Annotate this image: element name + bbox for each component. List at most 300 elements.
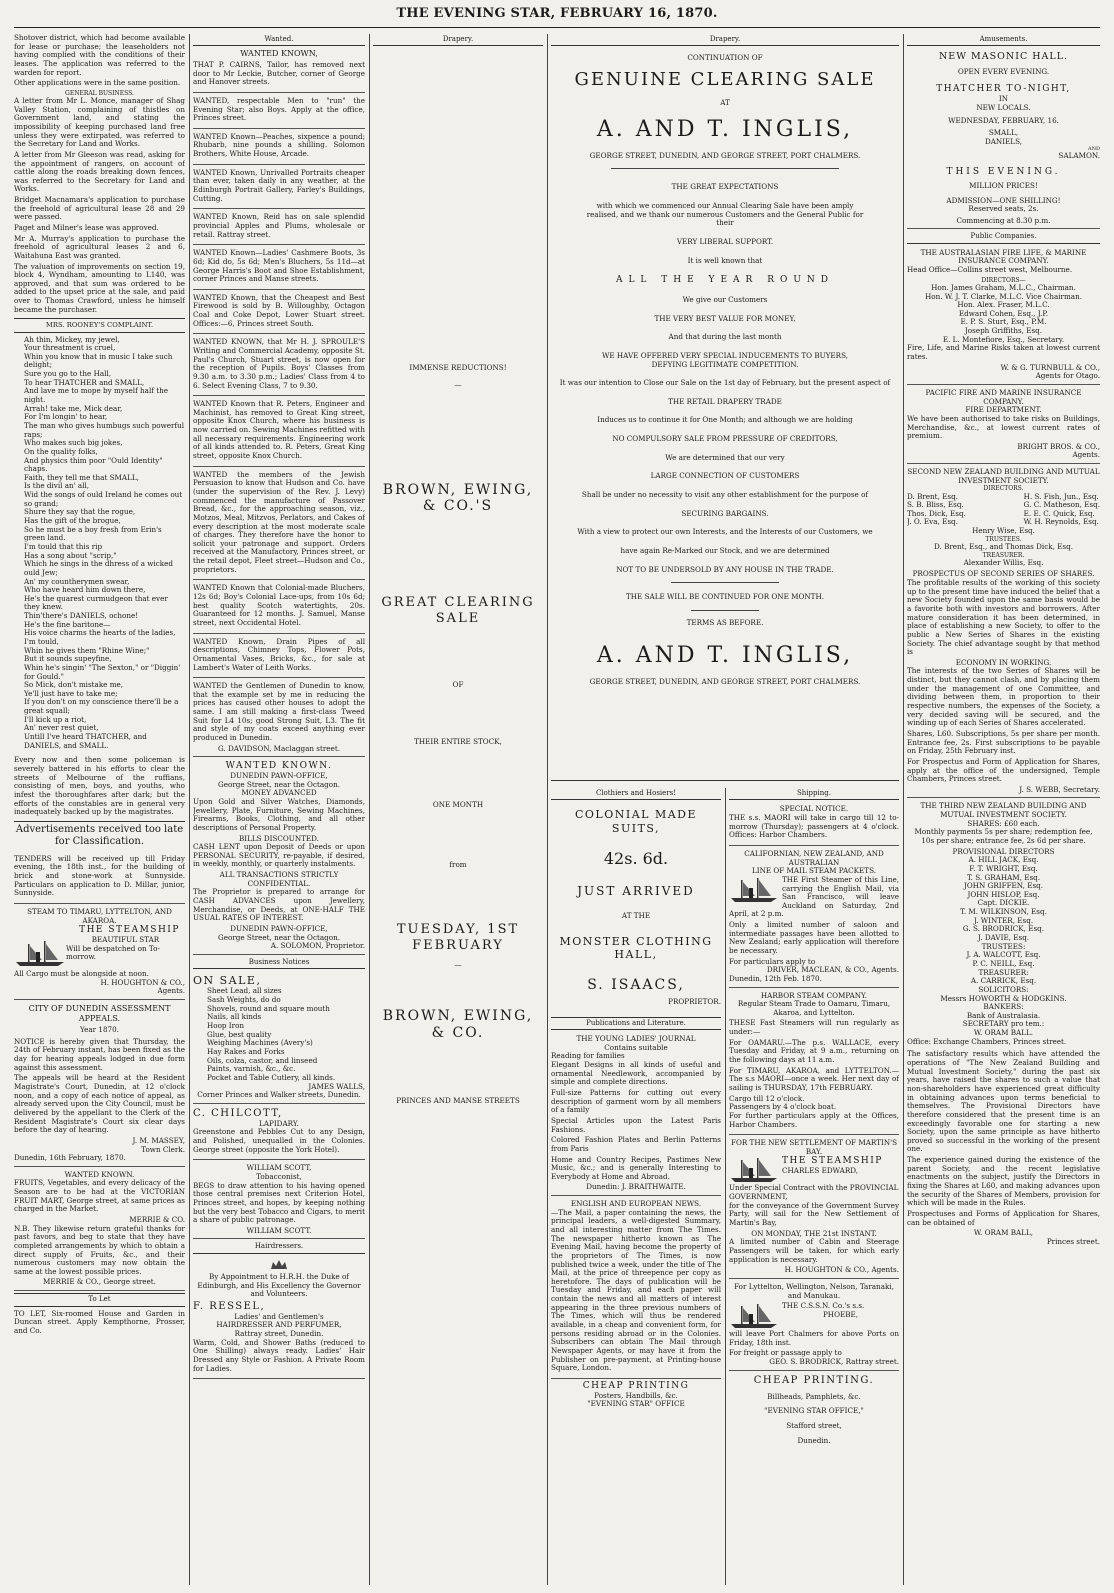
column-shipping xyxy=(729,788,899,1585)
ad-heading: THIS EVENING. xyxy=(946,167,1061,178)
ad-heading: THE VERY BEST VALUE FOR MONEY, xyxy=(654,313,796,323)
ad-title: STEAM TO TIMARU, LYTTELTON, AND AKAROA. xyxy=(27,907,172,925)
ad-text: WANTED, respectable Men to "run" the Evening Star; also Boys. Apply at the office, Princes street. xyxy=(193,95,365,123)
director-name: E. E. C. Quick, Esq. xyxy=(1023,508,1095,518)
ad-text: Monthly payments 5s per share; redemption fee, 10s per share; entrance fee, 2s 6d per share. xyxy=(914,827,1093,845)
divider xyxy=(691,610,759,611)
ad-heading: SHARES: £60 each. xyxy=(967,818,1040,828)
ad-title: WANTED KNOWN. xyxy=(64,1169,135,1179)
ad-text: We give our Customers xyxy=(682,294,768,304)
director-name: T. M. WILKINSON, Esq. xyxy=(960,907,1047,917)
divider xyxy=(671,582,779,583)
ad-text: And that during the last month xyxy=(668,332,782,342)
sale-item: Nails, all kinds xyxy=(207,1012,262,1022)
ad-text: Shares, L60. Subscriptions, 5s per share per month. Entrance fee, 2s. First subscriptions to be payable on Friday, 25th February inst. xyxy=(907,728,1100,756)
signatory: G. DAVIDSON, Maclaggan street. xyxy=(217,743,340,753)
ad-title: BROWN, EWING, & CO.'S xyxy=(382,481,534,515)
ad-phoebe xyxy=(729,1281,899,1371)
signatory: W. & G. TURNBULL & CO., xyxy=(1000,362,1100,372)
ad-wanted xyxy=(193,59,365,93)
sale-item: Hoop Iron xyxy=(207,1021,245,1031)
ad-text: Contains suitable xyxy=(604,1042,668,1052)
ad-text: Passengers by 4 o'clock boat. xyxy=(729,1102,837,1112)
ad-text: FRUITS, Vegetables, and every delicacy of the Season are to be had at the VICTORIAN FRUIT MART, George street, at same prices as charged in the Market. xyxy=(14,1178,185,1214)
sale-item: Glue, best quality xyxy=(207,1029,272,1039)
ad-third-building-society xyxy=(907,800,1100,1249)
agent-name: H. HOUGHTON & CO., xyxy=(100,977,185,987)
ad-heading: SECRETARY pro tem.: xyxy=(962,1019,1045,1029)
ad-title: A. AND T. INGLIS, xyxy=(596,643,854,669)
ad-text: Posters, Handbills, &c. xyxy=(594,1390,678,1400)
ad-text: Upon Gold and Silver Watches, Diamonds, Jewellery, Plate, Furniture, Sewing Machines, Firearms, Books, Clothing, and all other descriptions of Personal Property. xyxy=(193,796,365,832)
ad-masonic-hall xyxy=(907,49,1100,229)
ad-text: By Appointment to H.R.H. the Duke of Edinburgh, and His Excellency the Governor and Volunteers. xyxy=(197,1271,361,1299)
ad-heading: ONE MONTH xyxy=(432,799,484,809)
column-rule xyxy=(547,34,548,1585)
ad-title: WANTED KNOWN, xyxy=(240,49,318,59)
ad-title: PACIFIC FIRE AND MARINE INSURANCE COMPANY. xyxy=(925,387,1082,406)
poem-line: Arrah! take me, Mick dear, xyxy=(24,403,123,413)
director-name: JOHN HISLOP, Esq. xyxy=(967,889,1040,899)
ad-heading: DUNEDIN PAWN-OFFICE, xyxy=(230,923,328,933)
poem-line: Thin'there's DANIELS, ochone! xyxy=(24,611,139,621)
ad-year: Year 1870. xyxy=(80,1025,119,1035)
ad-title: BROWN, EWING, & CO. xyxy=(382,1007,534,1041)
steamship-icon xyxy=(729,876,779,904)
ship-name: PHOEBE, xyxy=(822,1309,859,1319)
ad-text: For Prospectus and Form of Application for Shares, apply at the office of the undersigned, Temple Chambers, Princes street. xyxy=(907,756,1100,784)
ad-text: For further particulars apply at the Offices, Harbor Chambers. xyxy=(729,1110,899,1129)
sale-item: Hay Rakes and Forks xyxy=(207,1046,285,1056)
ad-address: George Street, near the Octagon. xyxy=(218,779,340,789)
ad-heading: TRUSTEES. xyxy=(985,535,1022,543)
ad-title: CHEAP PRINTING xyxy=(582,1380,690,1391)
ad-date: Dunedin, 16th February, 1870. xyxy=(14,1153,126,1163)
ad-heading: ON MONDAY, THE 21st INSTANT. xyxy=(751,1228,877,1238)
ad-text: Full-size Patterns for cutting out every description of garment worn by all members of a family xyxy=(551,1088,721,1115)
ad-young-ladies-journal xyxy=(551,1033,721,1196)
ad-text: Commencing at 8.30 p.m. xyxy=(956,215,1051,225)
poem-line: Who have heard him down there, xyxy=(24,585,146,595)
ad-heading: ECONOMY IN WORKING. xyxy=(955,657,1052,667)
ad-text: The interests of the two Series of Shares will be distinct, but they cannot clash, and by placing them under the management of one Committee, and dividing between them, in proportion to their respective numbers, the expenses of the Society, a very decided saving will be secured, and the winding up of each Series of Shares accelerated. xyxy=(907,666,1100,728)
ad-heading: BILLS DISCOUNTED. xyxy=(239,833,319,843)
ad-text: will leave Port Chalmers for above Ports on Friday, 18th inst. xyxy=(729,1329,899,1347)
column-wanted xyxy=(193,34,365,1585)
column-rule xyxy=(189,34,190,1585)
poem-line: Faith, they tell me that SMALL, xyxy=(24,472,139,482)
ad-title: THE AUSTRALASIAN FIRE LIFE, & MARINE INSURANCE COMPANY. xyxy=(920,247,1087,266)
director-name: Henry Wise, Esq. xyxy=(972,526,1035,536)
ad-address: Office: Exchange Chambers, Princes street. xyxy=(907,1036,1067,1046)
ad-text: We have been authorised to take risks on Buildings, Merchandise, &c., at lowest current rates of premium. xyxy=(907,413,1100,441)
signatory-title: Agents. xyxy=(1072,450,1100,460)
ad-text: For OAMARU.—The p.s. WALLACE, every Tuesday and Friday, at 9 a.m., returning on the following days at 11 a.m. xyxy=(729,1037,899,1065)
ad-heading: TERMS AS BEFORE. xyxy=(686,617,764,627)
ad-text: Warm, Cold, and Shower Baths (reduced to One Shilling) always ready. Ladies' Hair Dressed any Style or Fashion. A Private Room for Ladies. xyxy=(193,1337,365,1373)
ad-text: Prospectuses and Forms of Application for Shares, can be obtained of xyxy=(907,1208,1100,1227)
ad-text: Shall be under no necessity to visit any other establishment for the purpose of xyxy=(581,489,869,499)
ad-heading: LAPIDARY. xyxy=(259,1118,299,1128)
poem-line: Is the divil an' all, xyxy=(24,481,90,491)
sale-item: Sheet Lead, all sizes xyxy=(207,986,282,996)
poem-title: MRS. ROONEY'S COMPLAINT. xyxy=(14,318,185,332)
director-name: Hon. W. J. T. Clarke, M.L.C. Vice Chairman. xyxy=(925,291,1082,301)
ad-heading: THE C.S.S.N. Co.'s s.s. xyxy=(782,1301,865,1311)
ad-address: GEORGE STREET, DUNEDIN, AND GEORGE STREET, PORT CHALMERS. xyxy=(589,676,861,686)
ad-heading: FIRE DEPARTMENT. xyxy=(965,405,1042,415)
trustee-name: J. A. WALCOTT, Esq. xyxy=(966,950,1041,960)
ad-address: GEORGE STREET, DUNEDIN, AND GEORGE STREET, PORT CHALMERS. xyxy=(589,150,861,160)
ad-heading: MILLION PRICES! xyxy=(969,180,1038,190)
ad-text: AND xyxy=(1088,146,1100,153)
director-name: Capt. DICKIE. xyxy=(977,898,1030,908)
ad-text: Greenstone and Pebbles Cut to any Design, and Polished, unequalled in the Colonies. George street (opposite the York Hotel). xyxy=(193,1127,365,1154)
ad-text: with which we commenced our Annual Clearing Sale have been amply realised, and we thank our numerous Customers and the General Public for their xyxy=(586,200,864,228)
news-paragraph: A letter from Mr Gleeson was read, asking for the appointment of rangers, on account of cattle along the roads breaking down fences, was referred to the Secretary for Land and Works. xyxy=(14,149,185,194)
ad-martins-bay xyxy=(729,1137,899,1279)
divider: — xyxy=(454,960,462,970)
poem-line: Who makes such big jokes, xyxy=(24,438,123,448)
section-heading: Drapery. xyxy=(551,34,899,46)
ad-wanted xyxy=(193,636,365,679)
ad-text: CASH LENT upon Deposit of Deeds or upon PERSONAL SECURITY, re-payable, if desired, in weekly, monthly, or quarterly instalments. xyxy=(193,842,365,869)
treasurer-name: Alexander Willis, Esq. xyxy=(963,557,1044,567)
ad-heading: NO COMPULSORY SALE FROM PRESSURE OF CREDITORS, xyxy=(612,434,838,444)
trustee-name: P. C. NEILL, Esq. xyxy=(972,958,1035,968)
ad-text: The appeals will be heard at the Resident Magistrate's Court, Dunedin, at 12 o'clock noon, and a copy of each notice of appeal, as already served upon the City Council, must be delivered by the appellant to the Clerk of the Resident Magistrate's Court six clear days before the day of hearing. xyxy=(14,1073,185,1135)
poem-line: And lave me to mope by myself half the night. xyxy=(24,386,168,405)
ad-text: WANTED KNOWN, that Mr H. J. SPROULE'S Writing and Commercial Academy, opposite St. Paul's Church, Stuart street, is now open for the reception of Pupils. Boys' Classes from 9.30 a.m. to 3.30 p.m.; Ladies' Class from 4 to 6. Select Evening Class, 7 to 9.30. xyxy=(193,337,365,390)
ad-text: CONTINUATION OF xyxy=(687,53,763,63)
director-name: Hon. James Graham, M.L.C., Chairman. xyxy=(931,282,1076,292)
directors-list xyxy=(907,856,1100,942)
ship-name: BEAUTIFUL STAR xyxy=(91,935,160,945)
ad-text: The Proprietor is prepared to arrange for CASH ADVANCES upon Jewellery, Merchandise, or Deeds, at ONE-HALF THE USUAL RATES OF INTEREST. xyxy=(193,887,365,923)
section-heading: Clothiers and Hosiers! xyxy=(551,788,721,800)
ad-heading: VERY LIBERAL SUPPORT. xyxy=(676,236,774,246)
ad-text: WANTED Known, Drain Pipes of all descriptions, Chimney Tops, Flower Pots, Ornamental Vases, Bricks, &c., for sale at Lambert's Water of Leith Works. xyxy=(193,636,365,672)
ad-title: CITY OF DUNEDIN ASSESSMENT APPEALS. xyxy=(28,1004,171,1023)
ad-pacific-fire xyxy=(907,387,1100,464)
divider xyxy=(551,780,899,781)
ad-heading: PRINCES AND MANSE STREETS xyxy=(396,1096,520,1106)
ad-text: Fire, Life, and Marine Risks taken at lowest current rates. xyxy=(907,343,1100,362)
ad-text: A limited number of Cabin and Steerage Passengers will be taken, for which early application is necessary. xyxy=(729,1237,899,1264)
ad-title: COLONIAL MADE SUITS, xyxy=(574,808,698,835)
ad-text: Will be despatched on To-morrow. xyxy=(66,943,160,962)
ad-title: HARBOR STEAM COMPANY. xyxy=(760,990,868,1000)
sale-item: Sash Weights, do do xyxy=(207,995,281,1005)
ad-title: SECOND NEW ZEALAND BUILDING AND MUTUAL INVESTMENT SOCIETY. xyxy=(907,467,1100,485)
ad-text: WANTED the members of the Jewish Persuasion to know that Hudson and Co. have (under the supervision of the Rev. J. Levy) commenced the manufacture of Passover Bread, &c., for the approaching season, viz., Motzos, Meal, Mitzvos, Perlators, and Cakes of every description at the most moderate scale of charges. They therefore have the honor to solicit your patronage and support. Orders received at the Manufactory, Princes street, or the retail depot, Fleet street—Hudson and Co., proprietors. xyxy=(193,469,365,574)
treasurer-name: A. CARRICK, Esq. xyxy=(970,976,1037,986)
ad-date: Dunedin, 12th Feb. 1870. xyxy=(729,973,822,983)
news-paragraph: Shotover district, which had become available for lease or purchase; the leaseholders not having complied with the conditions of their leases. The application was referred to the warden for report. xyxy=(14,34,185,77)
signatory-title: Agents for Otago. xyxy=(1035,371,1100,381)
ad-heading: SECURING BARGAINS. xyxy=(681,508,769,518)
poem-line: I'll kick up a riot, xyxy=(24,714,87,724)
ad-text: Cargo till 12 o'clock. xyxy=(729,1093,805,1103)
ad-text: WANTED Known, Unrivalled Portraits cheaper than ever, taken daily in any weather, at the Edinburgh Portrait Gallery, Farley's Buildings, Cutting. xyxy=(193,167,365,203)
ad-title: ON SALE, xyxy=(193,974,262,988)
poem-line: An' never rest quiet, xyxy=(24,723,99,733)
ad-text: from xyxy=(449,860,467,870)
poem-line: He's the fine baritone— xyxy=(24,619,111,629)
ad-australasian-fire xyxy=(907,247,1100,385)
ad-heading: PROSPECTUS OF SECOND SERIES OF SHARES. xyxy=(912,569,1095,579)
news-paragraph: The valuation of improvements on section 19, block 4, Wyndham, amounting to L140, was approved, and that sum was ordered to be added to the upset price at the sale, and paid over to Thomas Crawford, unless he himself became the purchaser. xyxy=(14,261,185,314)
ad-text: OF xyxy=(452,680,464,690)
ad-heading: THE STEAMSHIP xyxy=(782,1156,883,1167)
ad-title: SPECIAL NOTICE. xyxy=(779,804,849,814)
ad-wanted xyxy=(193,398,365,466)
directors-table xyxy=(907,493,1100,528)
director-name: T. S. GRAHAM, Esq. xyxy=(966,872,1041,882)
ad-title: ENGLISH AND EUROPEAN NEWS. xyxy=(570,1199,702,1209)
ad-heading: TREASURER: xyxy=(978,967,1029,977)
ad-heading: TREASURER. xyxy=(982,551,1025,559)
ad-text: With a view to protect our own Interests, and the Interests of our Customers, we xyxy=(577,527,873,537)
ad-title: F. RESSEL, xyxy=(193,1300,266,1312)
ad-text: Stafford street, xyxy=(786,1420,842,1430)
poem-line: Has a song about "scrip," xyxy=(24,550,117,560)
sale-item: Weighing Machines (Avery's) xyxy=(207,1038,313,1048)
section-heading: Business Notices xyxy=(193,957,365,969)
ad-heading: THE RETAIL DRAPERY TRADE xyxy=(668,396,782,406)
signatory: MERRIE & CO., George street. xyxy=(43,1277,156,1287)
director-name: G. S. BRODRICK, Esq. xyxy=(962,924,1045,934)
section-heading: Hairdressers. xyxy=(193,1241,365,1253)
ad-heading: JUST ARRIVED xyxy=(577,883,695,898)
signatory: W. ORAM BALL, xyxy=(973,1228,1034,1238)
signatory: J. S. WEBB, Secretary. xyxy=(1019,784,1100,794)
director-name: A. HILL JACK, Esq. xyxy=(968,855,1039,865)
ad-text: Regular Steam Trade to Oamaru, Timaru, Akaroa, and Lyttelton. xyxy=(737,999,891,1017)
solicitor-names: Messrs HOWORTH & HODGKINS. xyxy=(940,993,1067,1003)
ad-heading: THEIR ENTIRE STOCK, xyxy=(414,737,502,747)
poem-line: The man who gives humbugs such powerful raps; xyxy=(24,420,185,439)
ad-text: IN xyxy=(998,94,1009,104)
ad-heading: LINE OF MAIL STEAM PACKETS. xyxy=(751,866,877,876)
ad-title: WILLIAM SCOTT, xyxy=(246,1163,312,1173)
ad-heading: HAIRDRESSER AND PERFUMER, xyxy=(216,1320,342,1330)
ad-maori-notice xyxy=(729,803,899,846)
poem-line: Which he sings in the dhress of a wicked ould Jew; xyxy=(24,559,173,577)
signatory: DRIVER, MACLEAN, & CO., Agents. xyxy=(766,965,899,975)
bank-name: Bank of Australasia. xyxy=(966,1010,1041,1020)
poem-line: I'm tould that this rip xyxy=(24,541,103,551)
ad-inglis-clearing-sale xyxy=(551,34,899,786)
ad-text: Reserved seats, 2s. xyxy=(968,204,1039,214)
ad-text: Only a limited number of saloon and intermediate passages have been allotted to New Zealand; early application will therefore be necessary. xyxy=(729,920,899,955)
ad-text: —The Mail, a paper containing the news, the principal leaders, a well-digested Summary, and all interesting matter from The Times. The newspaper hitherto known as The Evening Mail, having become the property of the proprietors of The Times, is now published twice a week, under the title of The Mail, at the price of threepence per copy as heretofore. The days of publication will be Tuesday and Friday, and each paper will contain the news and all matters of interest appearing in the three previous numbers of The Times, which will thus be rendered available, in a cheap and convenient form, for persons residing abroad or in the Colonies. Subscribers can obtain The Mail through Newspaper Agents, or may have it from the Publisher on pre-payment, at Printing-house Square, London. xyxy=(551,1207,721,1373)
ad-wanted xyxy=(193,211,365,245)
agent-role: Agents. xyxy=(157,986,185,996)
ad-text: Billheads, Pamphlets, &c. xyxy=(767,1391,861,1401)
ad-steam-timaru xyxy=(14,906,185,1000)
ad-text: WANTED Known that Colonial-made Bluchers, 12s 6d; Boy's Colonial Lace-ups, from 10s 6d; best quality Scotch watertights, 20s. Guaranteed for 12 months. J. Samuel, Manse street, next Occidental Hotel. xyxy=(193,583,365,627)
ad-european-news xyxy=(551,1198,721,1379)
news-paragraph: Bridget Macnamara's application to purchase the freehold of agricultural lease 28 and 29 were passed. xyxy=(14,195,185,222)
secretary-name: W. ORAM BALL. xyxy=(973,1028,1034,1038)
ad-heading: THE SALE WILL BE CONTINUED FOR ONE MONTH. xyxy=(625,592,824,602)
ad-heading: NOT TO BE UNDERSOLD BY ANY HOUSE IN THE TRADE. xyxy=(616,564,834,574)
performer-name: SALAMON. xyxy=(1058,151,1100,161)
ad-text: "EVENING STAR OFFICE," xyxy=(764,1406,864,1416)
ad-wanted xyxy=(193,582,365,633)
steamship-icon xyxy=(14,938,66,968)
ad-wanted xyxy=(193,680,365,757)
ad-text: Induces us to continue it for One Month; and although we are holding xyxy=(597,415,853,425)
performer-name: SMALL, xyxy=(988,128,1019,138)
ad-text: All Cargo must be alongside at noon. xyxy=(14,969,149,979)
ad-text: THE First Steamer of this Line, carrying the English Mail, via San Francisco, will leave Auckland on Saturday, 2nd April, at 2 p.m. xyxy=(729,874,899,919)
ship-name: CHARLES EDWARD, xyxy=(782,1166,859,1176)
ad-title: CALIFORNIAN, NEW ZEALAND, AND AUSTRALIAN xyxy=(744,848,884,867)
signatory: MERRIE & CO. xyxy=(129,1215,185,1224)
ad-text: Dunedin. xyxy=(797,1435,831,1445)
poem-line: Wid the songs of ould Ireland he comes out so grand; xyxy=(24,490,183,508)
ad-harbor-steam xyxy=(729,990,899,1136)
ad-heading: THE GREAT EXPECTATIONS xyxy=(671,182,779,192)
director-name: S. B. Bliss, Esq. xyxy=(907,500,964,510)
poem-line: Whin you know that in music I take such delight; xyxy=(24,351,173,370)
director-name: J. DAVIE, Esq. xyxy=(977,933,1030,943)
poem-line: Has the gift of the brogue, xyxy=(24,516,121,526)
signatory: A. SOLOMON, Proprietor. xyxy=(270,941,365,951)
poem xyxy=(14,336,185,751)
sale-item: Paints, varnish, &c., &c. xyxy=(207,1064,296,1074)
poem-line: Untill I've heard THATCHER, and DANIELS, and SMALL. xyxy=(24,732,147,750)
section-heading: To Let xyxy=(14,1293,185,1306)
signatory-address: Princes street. xyxy=(1046,1236,1100,1246)
ad-text: "EVENING STAR" OFFICE xyxy=(587,1399,685,1409)
directors-right xyxy=(1024,493,1100,528)
subheading: GENERAL BUSINESS. xyxy=(65,89,134,97)
ad-text: N.B. They likewise return grateful thanks for past favors, and beg to state that they have completed arrangements by which to obtain a direct supply of Fruits, &c., and their numerous customers may now obtain the same at the lowest possible prices. xyxy=(14,1223,185,1276)
section-title: Advertisements received too late for Classification. xyxy=(14,821,185,850)
ad-text: For particulars apply to xyxy=(729,956,816,966)
section-heading: Amusements. xyxy=(907,34,1100,46)
ad-pawn-office xyxy=(193,759,365,955)
ad-chilcott xyxy=(193,1106,365,1161)
ad-text: Colored Fashion Plates and Berlin Patterns from Paris xyxy=(551,1135,721,1153)
poem-line: Your threatment is cruel, xyxy=(24,343,116,353)
ad-text: We are determined that our very xyxy=(665,452,785,462)
divider: — xyxy=(454,380,462,390)
news-paragraph: Mr A. Murray's application to purchase the freehold of agricultural leases 2 and 6, Waitahuna East was granted. xyxy=(14,233,185,260)
ad-text: Under Special Contract with the PROVINCIAL GOVERNMENT, xyxy=(729,1183,899,1202)
ad-text: PROPRIETOR. xyxy=(668,997,721,1007)
ad-text: For Lyttelton, Wellington, Nelson, Taranaki, and Manukau. xyxy=(734,1281,894,1300)
ad-text: It was our intention to Close our Sale on the 1st day of February, but the present aspect of xyxy=(559,378,891,388)
poem-line: Whin he gives them "Rhine Wine;" xyxy=(24,645,150,655)
column-rule xyxy=(903,34,904,1585)
ad-scott xyxy=(193,1162,365,1239)
section-heading: Drapery. xyxy=(373,34,543,46)
ad-title: GREAT CLEARING SALE xyxy=(381,595,535,626)
news-paragraph: A letter from Mr L. Monce, manager of Shag Valley Station, complaining of thistles on Government land, and stating the impossibility of keeping purchased land free unless they were extirpated, was referred to the Secretary for Land and Works. xyxy=(14,96,185,149)
ad-text: TO LET, Six-roomed House and Garden in Duncan street. Apply Kempthorne, Prosser, and Co. xyxy=(14,1308,185,1335)
sale-items-list xyxy=(193,987,365,1082)
ad-heading: Tobacconist, xyxy=(256,1171,302,1181)
sale-item: Oils, colza, castor, and linseed xyxy=(207,1055,318,1065)
masthead: THE EVENING STAR, FEBRUARY 16, 1870. xyxy=(396,6,718,21)
news-paragraph: Every now and then some policeman is severely battered in his efforts to clear the streets of Melbourne of the ruffians, consisting of men, boys, and youths, who infest the thoroughfares after dark; but the efforts of the constables are in general very inadequately backed up by the magistrates. xyxy=(14,755,185,817)
ad-price: 42s. 6d. xyxy=(603,848,669,868)
ad-title: TUESDAY, 1ST FEBRUARY xyxy=(396,922,520,953)
signatory: BRIGHT BROS. & CO., xyxy=(1017,441,1100,451)
ad-heading: DIRECTORS. xyxy=(983,485,1024,493)
ad-heading: BANKERS: xyxy=(983,1002,1024,1012)
poem-line: Sure you go to the Hall, xyxy=(24,369,112,379)
signatory: WILLIAM SCOTT. xyxy=(246,1225,312,1235)
ad-heading: ALL THE YEAR ROUND xyxy=(615,275,835,286)
steamship-icon xyxy=(729,1302,779,1330)
ad-text: THESE Fast Steamers will run regularly as under:— xyxy=(729,1018,899,1037)
director-name: Thos. Dick, Esq. xyxy=(907,508,966,518)
director-name: Edward Cohen, Esq., J.P. xyxy=(958,308,1049,318)
ad-text: AT THE xyxy=(621,911,651,921)
director-name: E. P. S. Sturt, Esq., P.M. xyxy=(960,317,1047,327)
sale-item: Shovels, round and square mouth xyxy=(207,1003,330,1013)
column-rule xyxy=(369,34,370,1585)
ad-text: The experience gained during the existence of the parent Society, and the recent legislative enactments on the subject, justify the Directors in fixing the Shares at L60, and making advances upon the security of the Shares of Members, provision for which will be made in the Rules. xyxy=(907,1155,1100,1208)
ad-heading: DIRECTORS— xyxy=(981,276,1026,284)
ad-wanted xyxy=(193,247,365,290)
ad-text: AT xyxy=(720,97,730,107)
ad-wanted xyxy=(193,469,365,581)
directors-left xyxy=(907,493,966,528)
signatory: GEO. S. BRODRICK, Rattray street. xyxy=(769,1357,899,1367)
ad-text: For TIMARU, AKAROA, and LYTTELTON.—The s.s MAORI—once a week. Her next day of sailing is THURSDAY, 17th FEBRUARY. xyxy=(729,1065,899,1092)
poem-line: And physics thim poor "Ould Identity" chaps. xyxy=(24,455,163,474)
ad-title: S. ISAACS, xyxy=(587,977,685,994)
masthead-rule xyxy=(14,27,1100,28)
poem-line: To hear THATCHER and SMALL, xyxy=(24,377,145,387)
ad-heading: DUNEDIN PAWN-OFFICE, xyxy=(230,771,328,781)
sale-item: Pocket and Table Cutlery, all kinds. xyxy=(207,1072,336,1082)
ad-title: A. AND T. INGLIS, xyxy=(596,117,854,143)
director-name: J. O. Eva, Esq. xyxy=(907,517,958,527)
column-news xyxy=(14,34,185,1585)
section-heading: Public Companies. xyxy=(907,231,1100,243)
ad-heading: MONEY ADVANCED xyxy=(241,788,317,798)
ad-fruit-mart xyxy=(14,1169,185,1291)
poem-line: On the quality folks, xyxy=(24,446,98,456)
section-heading: Wanted. xyxy=(193,34,365,46)
director-name: JOHN GRIFFEN, Esq. xyxy=(963,881,1044,891)
signatory-title: Town Clerk. xyxy=(141,1144,185,1154)
director-name: Hon. Alex. Fraser, M.L.C. xyxy=(957,300,1050,310)
signatory: Dunedin: J. BRAITHWAITE. xyxy=(586,1182,686,1192)
ad-title: GENUINE CLEARING SALE xyxy=(574,69,876,91)
poem-line: So he must be a boy fresh from Erin's green land. xyxy=(24,524,162,543)
ad-text: WANTED the Gentlemen of Dunedin to know, that the example set by me in reducing the prices has caused other houses to adopt the same. I am still making a first-class Tweed Suit for L4 10s; good Strong Suit, L3. The fit and style of my coats exceed anything ever produced in Dunedin. xyxy=(193,681,365,742)
poem-line: An' my countherymen swear, xyxy=(24,576,130,586)
ad-heading: Ladies' and Gentlemen's xyxy=(234,1311,324,1321)
trustee-names: D. Brent, Esq., and Thomas Dick, Esq. xyxy=(934,541,1073,551)
ad-text: TENDERS will be received up till Friday evening, the 18th inst., for the building of brick and stone-work at Sunnyside. Particulars on application to D. Millar, junior, Sunnyside. xyxy=(14,853,185,898)
ad-text: For freight or passage apply to xyxy=(729,1348,842,1358)
news-paragraph: Paget and Milner's lease was approved. xyxy=(14,223,159,232)
poem-line: Shure they say that the rogue, xyxy=(24,507,136,517)
ad-address: Corner Princes and Walker streets, Dunedin. xyxy=(197,1090,361,1100)
ad-heading: THATCHER TO-NIGHT, xyxy=(936,84,1071,95)
poem-line: But it sounds supeyfine, xyxy=(24,654,112,664)
ad-title: THE YOUNG LADIES' JOURNAL xyxy=(576,1034,696,1044)
